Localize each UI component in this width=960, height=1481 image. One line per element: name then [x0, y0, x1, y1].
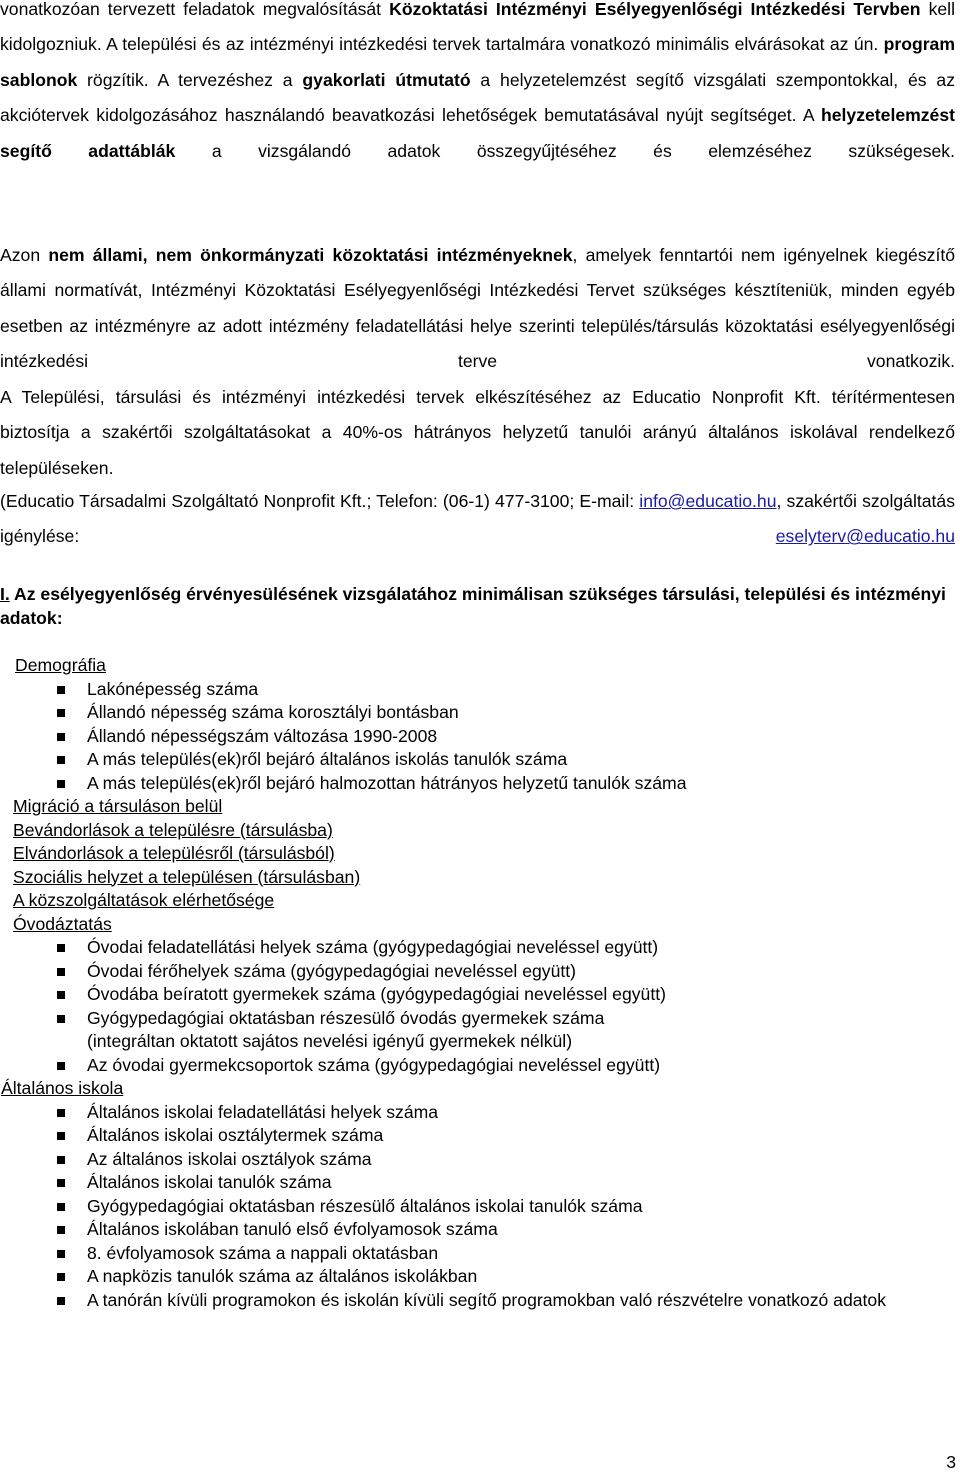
paragraph-intro: vonatkozóan tervezett feladatok megvalósítását Közoktatási Intézményi Esélyegyenlőségi Intézkedési Tervben kell kidolgozniuk. A települési és az intézményi intézkedési tervek tartalmára vonatkozó minimális elvárásokat az ún. program sablonok rögzítik. A tervezéshez a gyakorlati útmutató a helyzetelemzést segítő vizsgálati szempontokkal, és az akciótervek kidolgozásához használandó beavatkozási lehetőségek bemutatásával nyújt segítséget. A helyzetelemzést segítő adattáblák a vizsgálandó adatok összegyűjtéséhez és elemzéséhez szükségesek.	[0, 0, 955, 161]
square-bullet-icon	[57, 780, 65, 788]
list-item-text: Az általános iskolai osztályok száma	[87, 1148, 372, 1169]
list-item	[0, 678, 907, 702]
list-item-text: Általános iskolai tanulók száma	[87, 1172, 332, 1192]
list-item	[0, 1289, 947, 1313]
email-link-info[interactable]: info@educatio.hu	[639, 491, 777, 511]
list-item	[0, 983, 687, 1007]
list-item-text: Állandó népességszám változása 1990-2008	[87, 725, 438, 746]
heading-altalanos-iskola: Általános iskola	[1, 1078, 124, 1098]
square-bullet-icon	[57, 756, 65, 764]
list-item-text: 8. évfolyamosok száma a nappali oktatásban	[87, 1242, 439, 1263]
list-item-text: Óvodai férőhelyek száma (gyógypedagógiai neveléssel együtt)	[87, 960, 576, 981]
square-bullet-icon	[57, 686, 65, 694]
list-item-text: A más település(ek)ről bejáró általános iskolás tanulók száma	[87, 749, 568, 769]
square-bullet-icon	[57, 1297, 65, 1305]
list-item	[0, 1265, 947, 1289]
square-bullet-icon	[57, 1062, 65, 1070]
square-bullet-icon	[57, 1273, 65, 1281]
email-link-eselyterv[interactable]: eselyterv@educatio.hu	[775, 526, 955, 547]
paragraph-educatio-services: A Települési, társulási és intézményi intézkedési tervek elkészítéséhez az Educatio Nonprofit Kft. térítérmentesen biztosítja a szakértői szolgáltatásokat a 40%-os hátrányos helyzetű tanulói arányú általános iskolával rendelkező településeken.	[0, 387, 955, 478]
altalanos-iskola-items	[0, 1101, 950, 1313]
list-item-text: Gyógypedagógiai oktatásban részesülő óvodás gyermekek száma (integráltan oktatott sajátos nevelési igényű gyermekek nélkül)	[87, 1007, 605, 1051]
square-bullet-icon	[57, 1250, 65, 1258]
square-bullet-icon	[57, 1203, 65, 1211]
heading-kozszolgaltatasok: A közszolgáltatások elérhetősége	[13, 890, 275, 910]
square-bullet-icon	[57, 944, 65, 952]
list-item-text: Lakónépesség száma	[87, 678, 259, 699]
paragraph-contact: (Educatio Társadalmi Szolgáltató Nonprofit Kft.; Telefon: (06-1) 477-3100; E-mail: info@educatio.hu, szakértői szolgáltatás igénylése: eselyterv@educatio.hu	[0, 491, 955, 547]
square-bullet-icon	[57, 968, 65, 976]
list-item-text: A tanórán kívüli programokon és iskolán kívüli segítő programokban való részvételre vonatkozó adatok	[87, 1289, 886, 1310]
list-item-text: Állandó népesség száma korosztályi bontásban	[87, 702, 459, 722]
list-item-text: Óvodai feladatellátási helyek száma (gyógypedagógiai neveléssel együtt)	[87, 937, 659, 957]
heading-szocialis: Szociális helyzet a településen (társulásban)	[13, 866, 361, 887]
list-item	[0, 1101, 947, 1125]
list-item-text: Általános iskolai osztálytermek száma	[87, 1125, 384, 1145]
list-item	[0, 1124, 947, 1148]
list-item	[0, 936, 687, 960]
square-bullet-icon	[57, 1179, 65, 1187]
heading-migracio: Migráció a társuláson belül	[13, 796, 223, 816]
list-item	[0, 1054, 687, 1078]
list-item	[0, 748, 907, 772]
square-bullet-icon	[57, 1015, 65, 1023]
paragraph-non-state-institutions: Azon nem állami, nem önkormányzati közoktatási intézményeknek, amelyek fenntartói nem igényelnek kiegészítő állami normatívát, Intézményi Közoktatási Esélyegyenlőségi Intézkedési Tervet szükséges késztíteniük, minden egyéb esetben az intézményre az adott intézmény feladatellátási helye szerinti település/társulás közoktatási esélyegyenlőségi intézkedési terve vonatkozik.	[0, 245, 956, 372]
list-item	[0, 960, 687, 984]
list-item	[0, 725, 907, 749]
square-bullet-icon	[57, 991, 65, 999]
heading-demografia: Demográfia	[15, 655, 106, 675]
list-item	[0, 1218, 947, 1242]
square-bullet-icon	[57, 1109, 65, 1117]
heading-ovodaztatas: Óvodáztatás	[13, 913, 112, 934]
list-item-text: A más település(ek)ről bejáró halmozottan hátrányos helyzetű tanulók száma	[87, 772, 687, 793]
square-bullet-icon	[57, 733, 65, 741]
list-item	[0, 1148, 947, 1172]
list-item	[0, 1171, 947, 1195]
ovodaztatas-items	[0, 936, 950, 1077]
square-bullet-icon	[57, 1132, 65, 1140]
list-item-text: Az óvodai gyermekcsoportok száma (gyógypedagógiai neveléssel együtt)	[87, 1054, 661, 1075]
list-item	[0, 1195, 947, 1219]
list-item	[0, 1007, 687, 1054]
demografia-items	[0, 678, 950, 796]
heading-elvandorlasok: Elvándorlások a településről (társulásból)	[13, 843, 335, 863]
list-item	[0, 701, 907, 725]
heading-bevandorlasok: Bevándorlások a településre (társulásba)	[13, 819, 333, 840]
list-item-text: Általános iskolában tanuló első évfolyamosok száma	[87, 1219, 498, 1239]
page-number: 3	[946, 1452, 956, 1472]
square-bullet-icon	[57, 709, 65, 717]
section-title: I. Az esélyegyenlőség érvényesülésének vizsgálatához minimálisan szükséges társulási, települési és intézményi adatok:	[0, 584, 946, 628]
list-item-text: Gyógypedagógiai oktatásban részesülő általános iskolai tanulók száma	[87, 1195, 643, 1216]
list-item-text: A napközis tanulók száma az általános iskolákban	[87, 1266, 478, 1286]
square-bullet-icon	[57, 1156, 65, 1164]
list-item	[0, 1242, 947, 1266]
list-item-text: Általános iskolai feladatellátási helyek száma	[87, 1101, 439, 1122]
square-bullet-icon	[57, 1226, 65, 1234]
list-item-text: Óvodába beíratott gyermekek száma (gyógypedagógiai neveléssel együtt)	[87, 984, 666, 1004]
data-requirements-list	[0, 654, 950, 1312]
list-item	[0, 772, 907, 796]
